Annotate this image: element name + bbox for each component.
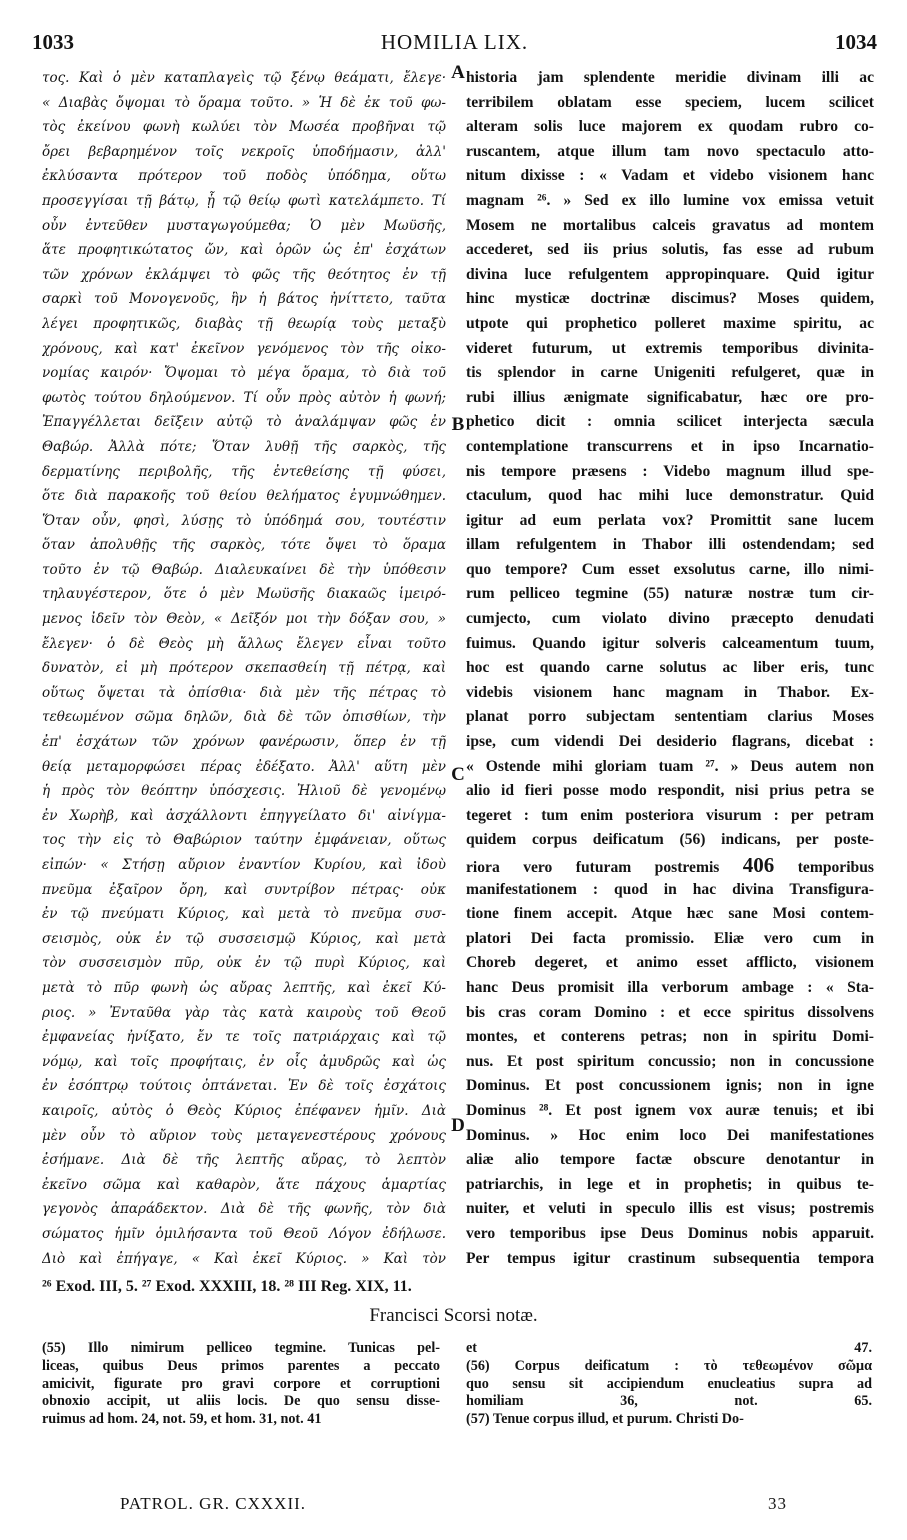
latin-text-line: « Ostende mihi gloriam tuam ²⁷. » Deus autem non [466,757,874,775]
latin-text-line: Per tempus igitur crastinum subsequentia tempora [466,1249,874,1266]
greek-text-line: τηλαυγέστερον, ὅτε ὁ μὲν Μωϋσῆς διακαῶς ἱμειρό- [42,586,446,603]
note-line: et 47. [466,1340,872,1356]
latin-text-line: Choreb degeret, et animo esset afflicto, visionem [466,954,874,972]
footer-signature: 33 [768,1494,787,1513]
greek-text-line: εἰπών· « Στήσῃ αὔριον ἐναντίον Κυρίου, καὶ ἰδοὺ [42,857,446,873]
latin-text-line: ipse, cum videndi Dei desiderio flagrans, dicebat : [466,733,874,751]
greek-text-line: δυνατὸν, εἰ μὴ πρότερον σκεπασθείη τῇ πέτρᾳ, καὶ [42,660,446,677]
margin-marker-b: B [451,414,465,435]
latin-text-line: hoc est quando carne solutus ac liber eris, tunc [466,659,874,677]
latin-column [466,66,874,1266]
greek-text-line: ἐκεῖνο σῶμα καὶ καθαρὸν, ἅτε πάχους ἁμαρτίας [42,1176,446,1193]
greek-text-line: νομίας καιρόν· Ὄψομαι τὸ μέγα ὅραμα, τὸ διὰ τοῦ [42,365,446,382]
latin-text-line: accederet, sed iis prius solutis, fas esse ad rubum [466,241,874,259]
greek-text-line: προσεγγίσαι τῇ βάτῳ, ᾗ τῷ θείῳ φωτὶ κατελάμπετο. Τί [42,192,446,209]
greek-text-line: νόμῳ, καὶ τοῖς προφήταις, ἐν οἷς ἀμυδρῶς καὶ ὡς [42,1053,446,1070]
latin-text-line: platori Dei facta promissio. Eliæ vero cum in [466,929,874,947]
notes-right-column [466,1340,872,1429]
latin-text-line: videbis visionem hanc magnam in Thabor. Ex- [466,683,874,701]
latin-text-line: hinc mysticæ doctrinæ discimus? Moses quidem, [466,290,874,308]
greek-text-line: Διὸ καὶ ἐπήγαγε, « Καὶ ἐκεῖ Κύριος. » Καὶ τὸν [42,1250,446,1266]
greek-text-line: χρόνους, καὶ κατ' ἐκεῖνον γενόμενος τὸν τῆς οἰκο- [42,340,446,357]
latin-text-line: ruscantem, atque illum tam novo spectaculo atto- [466,142,874,160]
greek-text-line: ἐν ἐσόπτρῳ τούτοις ὀπτάνεται. Ἐν δὲ τοῖς ἐσχάτοις [42,1078,446,1095]
greek-text-line: ἐμφανείας ἠνίξατο, ἔν τε τοῖς πατριάρχαις καὶ τῷ [42,1029,446,1046]
latin-text-line: magnam ²⁶. » Sed ex illo lumine vox emissa vetuit [466,191,874,209]
latin-text-line: nis tempore præsens : Videbo magnum illud spe- [466,462,874,480]
latin-text-line: montes, et conterens petras; non in spiritu Domi- [466,1028,874,1046]
greek-column [42,66,446,1266]
latin-text-line: nitum dixisse : « Vadam et videbo visionem hanc [466,167,874,185]
greek-text-line: ριος. » Ἐνταῦθα γὰρ τὰς κατὰ καιροὺς τοῦ Θεοῦ [42,1004,446,1021]
greek-text-line: μετὰ τὸ πῦρ φωνὴ ὡς αὔρας λεπτῆς, καὶ ἐκεῖ Κύ- [42,979,446,996]
greek-text-line: ὅταν ἀπολυθῇς τῆς σαρκὸς, τότε ὄψει τὸ ὅραμα [42,537,446,554]
latin-text-line: Mosem ne mortalibus calceis gravatus ad montem [466,216,874,234]
greek-text-line: τος τὴν εἰς τὸ Θαβώριον ταύτην ἐμφάνειαν, οὕτως [42,832,446,849]
latin-text-line: Dominus. Et post concussionem ignis; non in igne [466,1077,874,1095]
greek-text-line: φωτὸς τούτου δηλούμενον. Τί οὖν πρὸς αὐτὸν ἡ φωνή; [42,389,446,406]
latin-text-line: quidem corpus deificatum (56) indicans, per poste- [466,831,874,849]
column-number: 406 [742,853,775,877]
latin-text-line: historia jam splendente meridie divinam illi ac [466,69,874,86]
greek-text-line: ὄρει βεβαρημένον τοῖς νεκροῖς ὑποδήμασιν, ἀλλ' [42,143,446,160]
note-line: obnoxio accipit, ut aliis locis. De quo sensu disse- [42,1393,440,1410]
note-line: liceas, quibus Deus primos parentes a peccato [42,1357,440,1374]
latin-text-line: ctaculum, quod hac mihi luce demonstratur. Quid [466,487,874,505]
greek-text-line: μενος ἰδεῖν τὸν Θεὸν, « Δεῖξόν μοι τὴν δόξαν σου, » [42,611,446,628]
greek-text-line: λέγει προφητικῶς, διαβὰς τῇ θεωρίᾳ τοὺς μεταξὺ [42,315,446,332]
latin-text-line: rum pelliceo tegmine (55) naturæ nostræ tum cir- [466,585,874,603]
notes-left-column [42,1340,440,1429]
greek-text-line: Θαβώρ. Ἀλλὰ πότε; Ὅταν λυθῇ τῆς σαρκὸς, τῆς [42,438,446,455]
greek-text-line: Ἐπαγγέλλεται δεῖξειν αὐτῷ τὸ ἀναλάμψαν φῶς ἐν [42,414,446,431]
latin-text-line: hanc Deus promisit illa verborum ambage : « Sta- [466,978,874,996]
note-line: ruimus ad hom. 24, not. 59, et hom. 31, not. 41 [42,1411,322,1428]
notes-title: Francisci Scorsi notæ. [369,1305,538,1326]
greek-text-line: σώματος ἡμῖν ὁμιλήσαντα τοῦ Θεοῦ Λόγον ἐδήλωσε. [42,1225,446,1242]
note-line: amicivit, figurate pro gravi corpore et corruptioni [42,1375,440,1392]
latin-text-line: terribilem oblatam esse speciem, lucem scilicet [466,93,874,111]
latin-text-line: aliæ alio tempore factæ obscure denotantur in [466,1151,874,1169]
latin-text-line: Dominus ²⁸. Et post ignem vox auræ tenuis; et ibi [466,1101,874,1119]
greek-text-line: ἐκλύσαντα πρότερον τοῦ ποδὸς ὑπόδημα, οὕτω [42,168,446,185]
running-title: HOMILIA LIX. [380,30,529,54]
latin-text-line: planat porro subjectam sententiam clarius Moses [466,708,874,726]
latin-text-line: igitur ad eum perlata vox? Promittit sane lucem [466,511,874,529]
latin-text-line: rubi illius ænigmate significabatur, hæc ore pro- [466,388,874,406]
latin-text-line: tegeret : tum enim posteriora visurum : per petram [466,806,874,824]
greek-text-line: « Διαβὰς ὄψομαι τὸ ὅραμα τοῦτο. » Ἡ δὲ ἐκ τοῦ φω- [42,94,446,111]
greek-text-line: ἅτε προφητικώτατος ὤν, καὶ ὁρῶν ὡς ἐπ' ἐσχάτων [42,242,446,259]
note-line: (55) Illo nimirum pelliceo tegmine. Tunicas pel- [42,1340,440,1356]
margin-marker-c: C [451,764,465,785]
greek-text-line: ἐπ' ἐσχάτων τῶν χρόνων φανέρωσιν, ὅπερ ἐν τῇ [42,734,446,751]
greek-text-line: Ὅταν οὖν, φησὶ, λύσῃς τὸ ὑπόδημά σου, τουτέστιν [42,512,446,529]
greek-text-line: ἡ πρὸς τὸν θεόπτην ὑπόσχεσις. Ἠλιοῦ δὲ γενομένῳ [42,783,446,800]
page-footer [120,1494,787,1520]
latin-text-line: phetico dicit : omnia scilicet interjecta sæcula [466,413,874,431]
right-page-number: 1034 [835,30,877,54]
greek-text-line: οὖν ἐντεῦθεν μυσταγωγούμεθα; Ὁ μὲν Μωϋσῆς, [42,217,446,234]
left-page-number: 1033 [32,30,74,54]
latin-text-line: divina luce refulgentem appropinquare. Quid igitur [466,265,874,283]
latin-text-line: manifestationem : quod in hac divina Transfigura- [466,880,874,898]
greek-text-line: τεθεωμένον σῶμα δηλῶν, διὰ δὲ τῶν ὀπισθίων, τὴν [42,709,446,726]
greek-text-line: ἐν τῷ πνεύματι Κύριος, καὶ μετὰ τὸ πνεῦμα συσ- [42,906,446,923]
greek-text-line: μὲν οὖν τὸ αὔριον τοὺς μεταγενεστέρους χρόνους [42,1127,446,1144]
footer-series: PATROL. GR. CXXXII. [120,1494,307,1513]
latin-text-line: utpote qui prophetico polleret maxime spiritu, ac [466,314,874,332]
latin-text-line: Dominus. » Hoc enim loco Dei manifestationes [466,1126,874,1144]
greek-text-line: τος. Καὶ ὁ μὲν καταπλαγεὶς τῷ ξένῳ θεάματι, ἔλεγε· [42,70,446,86]
latin-text-line: illam refulgentem in Thabor illi ostendendam; sed [466,536,874,554]
latin-text-line: nuiter, et veluti in speculo illis est visus; postremis [466,1200,874,1218]
latin-text-line: tis splendor in carne Unigeniti refulgeret, quæ in [466,364,874,382]
greek-text-line: τοῦτο ἐν τῷ Θαβώρ. Διαλευκαίνει δὲ τὴν ὑπόθεσιν [42,561,446,578]
greek-text-line: τῶν χρόνων ἐκλάμψει τὸ φῶς τῆς θεότητος ἐν τῇ [42,266,446,283]
greek-text-line: δερματίνης περιβολῆς, τῆς ἐντεθείσης τῇ φύσει, [42,463,446,480]
greek-text-line: ὅτε διὰ παρακοῆς τοῦ θείου θελήματος ἐγυμνώθημεν. [42,488,446,505]
note-line: quo sensu sit accipiendum enucleatius supra ad [466,1375,872,1392]
latin-text-line: riora vero futuram postremis 406 temporibus [466,853,874,877]
greek-text-line: ἐσήμανε. Διὰ δὲ τῆς λεπτῆς αὔρας, τὸ λεπτὸν [42,1152,446,1169]
latin-text-line: tione finem accepit. Atque hæc sane Mosi contem- [466,905,874,923]
scripture-references: ²⁶ Exod. III, 5. ²⁷ Exod. XXXIII, 18. ²⁸ III Reg. XIX, 11. [42,1278,412,1295]
greek-text-line: πνεῦμα ἐξαῖρον ὄρη, καὶ συντρίβον πέτρας· οὐκ [42,881,446,898]
greek-text-line: σεισμὸς, οὐκ ἐν τῷ συσσεισμῷ Κύριος, καὶ μετὰ [42,930,446,947]
greek-text-line: καιροῖς, αὐτὸς ὁ Θεὸς Κύριος ἐπέφανεν ἡμῖν. Διὰ [42,1102,446,1119]
greek-text-line: ἔλεγεν· ὁ δὲ Θεὸς μὴ ἄλλως ἔλεγεν εἶναι τοῦτο [42,635,446,652]
greek-text-line: τὸς ἐκείνου φωνὴ κωλύει τὸν Μωσέα προβῆναι τῷ [42,119,446,136]
greek-text-line: οὕτως ὄψεται τὰ ὀπίσθια· διὰ μὲν τῆς πέτρας τὸ [42,684,446,701]
greek-text-line: γεγονὸς ἀπαράδεκτον. Διὰ δὲ τῆς φωνῆς, τὸν διὰ [42,1201,446,1218]
latin-text-line: patriarchis, in lege et in prophetis; in quibus te- [466,1175,874,1193]
note-line: homiliam 36, not. 65. [466,1393,872,1410]
latin-text-line: videret futurum, ut extremis temporibus divinita- [466,339,874,357]
latin-text-line: fuimus. Quando igitur solveris calceamentum tuum, [466,634,874,652]
margin-marker-a: A [451,62,465,83]
greek-text-line: θείᾳ μεταμορφώσει πέρας ἐδέξατο. Ἀλλ' αὕτη μὲν [42,758,446,775]
latin-text-line: contemplatione transcurrens et in ipso Incarnatio- [466,437,874,455]
latin-text-line: nus. Et post spiritum concussio; non in concussione [466,1052,874,1070]
greek-text-line: ἐν Χωρὴβ, καὶ ἀσχάλλοντι ἐπηγγείλατο δι' αἰνίγμα- [42,807,446,824]
margin-marker-d: D [451,1115,465,1136]
note-line: (56) Corpus deificatum : τὸ τεθεωμένον σῶμα [466,1357,872,1374]
latin-text-line: vero temporibus ipse Deus Dominus nobis apparuit. [466,1224,874,1242]
page-header [32,30,877,60]
latin-text-line: alteram solis luce majorem ex quodam rubro co- [466,118,874,136]
note-line: (57) Tenue corpus illud, et purum. Christi Do- [466,1411,744,1428]
latin-text-line: quo tempore? Cum esset exsolutus carne, illo nimi- [466,560,874,578]
latin-text-line: cumjecto, cum violato divino præcepto denudati [466,610,874,628]
latin-line-tail: temporibus [797,859,874,876]
latin-text-line: alio id fieri posse modo respondit, nisi prius petra se [466,782,874,800]
greek-text-line: τὸν συσσεισμὸν πῦρ, οὐκ ἐν τῷ πυρὶ Κύριος, καὶ [42,955,446,972]
greek-text-line: σαρκὶ τοῦ Μονογενοῦς, ἣν ἡ βάτος ἠνίττετο, ταῦτα [42,291,446,308]
latin-text-line: bis cras coram Domino : et ecce spiritus dissolvens [466,1003,874,1021]
